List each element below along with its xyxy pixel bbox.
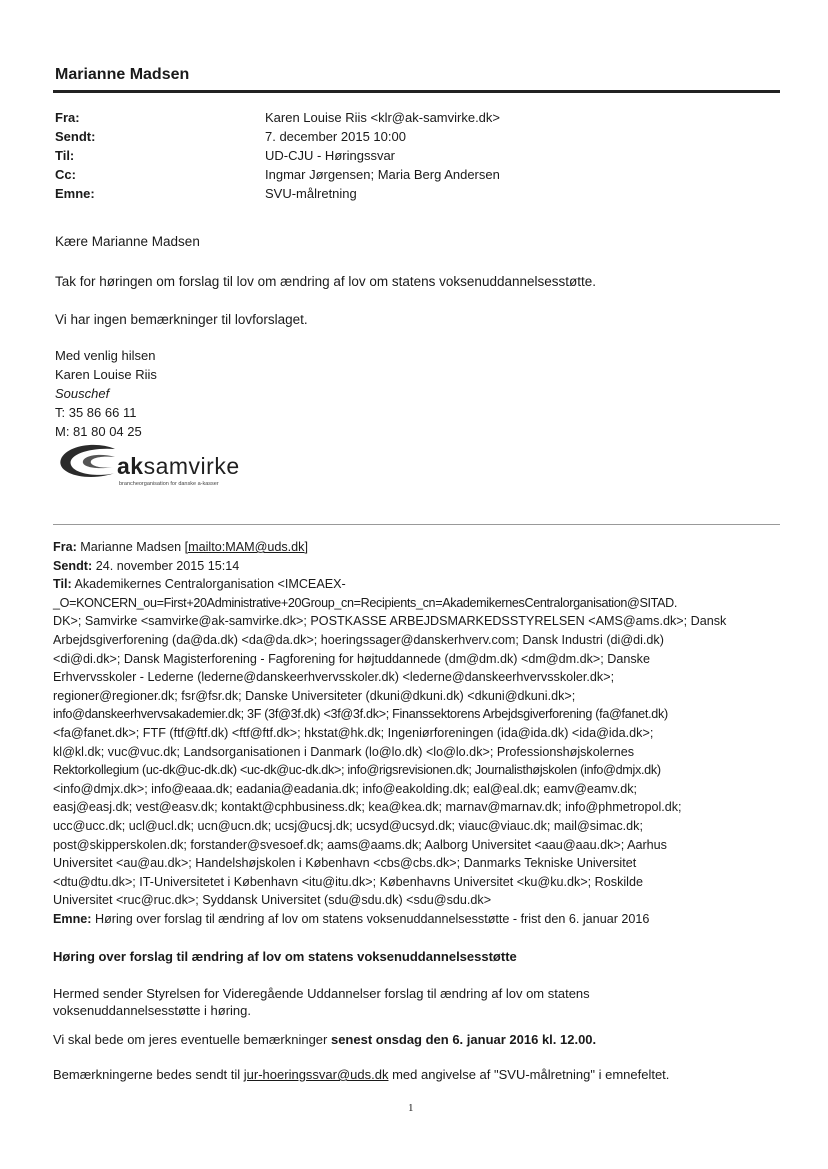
- reply-paragraph: Vi har ingen bemærkninger til lovforslaget.: [55, 312, 308, 327]
- reply-greeting: Kære Marianne Madsen: [55, 234, 200, 249]
- header-rule: [53, 90, 780, 93]
- fwd-subject-value: Høring over forslag til ændring af lov om statens voksenuddannelsesstøtte - frist den 6. januar 2016: [95, 911, 650, 926]
- fwd-recipient-line: <info@dmjx.dk>; info@eaaa.dk; eadania@eadania.dk; info@eakolding.dk; eal@eal.dk; eamv@eamv.dk;: [53, 781, 638, 796]
- signature-mobile: M: 81 80 04 25: [55, 424, 142, 439]
- fwd-from-label: Fra:: [53, 540, 77, 554]
- fwd-subject-line: [53, 910, 783, 929]
- letter-line: voksenuddannelsesstøtte i høring.: [53, 1003, 251, 1018]
- fwd-recipient-line: info@danskeerhvervsakademier.dk; 3F (3f@3f.dk) <3f@3f.dk>; Finanssektorens Arbejdsgiverforening (fa@fanet.dk): [53, 707, 668, 722]
- logo-wordmark-bold: ak: [117, 453, 144, 479]
- header-value: UD-CJU - Høringssvar: [265, 148, 395, 163]
- letter-submit-paragraph: [53, 1066, 669, 1083]
- signature-phone: T: 35 86 66 11: [55, 405, 137, 420]
- fwd-from-line: [53, 538, 783, 557]
- submit-text: Bemærkningerne bedes sendt til: [53, 1067, 244, 1082]
- header-value: SVU-målretning: [265, 186, 357, 201]
- header-value: Ingmar Jørgensen; Maria Berg Andersen: [265, 167, 500, 182]
- fwd-recipient-line: <dtu@dtu.dk>; IT-Universitetet i København <itu@itu.dk>; Københavns Universitet <ku@ku.dk>; Roskilde: [53, 874, 643, 889]
- fwd-sent-label: Sendt:: [53, 558, 93, 573]
- signature-name: Karen Louise Riis: [55, 367, 157, 382]
- fwd-recipient-line: Erhvervsskoler - Lederne (lederne@danskeerhvervsskoler.dk) <lederne@danskeerhvervsskoler.dk>;: [53, 670, 615, 685]
- fwd-recipient-line: Universitet <au@au.dk>; Handelshøjskolen i København <cbs@cbs.dk>; Danmarks Tekniske Universitet: [53, 856, 637, 871]
- fwd-recipient-line: easj@easj.dk; vest@easv.dk; kontakt@cphbusiness.dk; kea@kea.dk; marnav@marnav.dk; info@phmetropol.dk;: [53, 800, 682, 815]
- fwd-to-label: Til:: [53, 577, 72, 592]
- header-value: 7. december 2015 10:00: [265, 129, 406, 144]
- letter-line: Hermed sender Styrelsen for Videregående Uddannelser forslag til ændring af lov om statens: [53, 986, 590, 1001]
- forwarded-header: [53, 538, 783, 928]
- logo-wordmark-rest: samvirke: [143, 453, 240, 479]
- logo-tagline: brancheorganisation for danske a-kasser: [119, 481, 219, 487]
- submit-text-end: med angivelse af "SVU-målretning" i emnefeltet.: [388, 1067, 670, 1082]
- fwd-recipient-line: kl@kl.dk; vuc@vuc.dk; Landsorganisationen i Danmark (lo@lo.dk) <lo@lo.dk>; Professionshøjskolernes: [53, 744, 635, 759]
- header-label: Emne:: [55, 186, 95, 201]
- header-label: Cc:: [55, 167, 76, 182]
- fwd-to-line: [53, 575, 783, 594]
- fwd-recipient-line: post@skipperskolen.dk; forstander@svesoef.dk; aams@aams.dk; Aalborg Universitet <aau@aau.dk>; Aarhus: [53, 837, 667, 852]
- letter-paragraph: [53, 985, 590, 1019]
- letter-heading: Høring over forslag til ændring af lov om statens voksenuddannelsesstøtte: [53, 949, 517, 964]
- fwd-recipient-line: regioner@regioner.dk; fsr@fsr.dk; Danske Universiteter (dkuni@dkuni.dk) <dkuni@dkuni.dk>;: [53, 688, 576, 703]
- fwd-recipient-line: Universitet <ruc@ruc.dk>; Syddansk Universitet (sdu@sdu.dk) <sdu@sdu.dk>: [53, 893, 492, 908]
- header-label: Fra:: [55, 110, 80, 125]
- fwd-mailto-link[interactable]: [mailto:MAM@uds.dk]: [184, 540, 308, 554]
- fwd-from-name: Marianne Madsen: [80, 540, 182, 554]
- header-label: Sendt:: [55, 129, 96, 144]
- deadline-date: senest onsdag den 6. januar 2016 kl. 12.00.: [330, 1032, 597, 1047]
- submit-email-link[interactable]: jur-hoeringssvar@uds.dk: [243, 1067, 389, 1082]
- fwd-sent-line: [53, 557, 783, 576]
- signature-title: Souschef: [55, 386, 110, 401]
- fwd-recipient-line: ucc@ucc.dk; ucl@ucl.dk; ucn@ucn.dk; ucsj@ucsj.dk; ucsyd@ucsyd.dk; viauc@viauc.dk; mail@simac.dk;: [53, 818, 643, 833]
- fwd-sent-value: 24. november 2015 15:14: [95, 558, 240, 573]
- mailbox-owner-name: Marianne Madsen: [55, 66, 190, 83]
- header-value: Karen Louise Riis <klr@ak-samvirke.dk>: [265, 110, 501, 125]
- logo-swoosh-icon: [57, 443, 119, 483]
- fwd-recipient-line: Arbejdsgiverforening (da@da.dk) <da@da.dk>; hoeringssager@danskerhverv.com; Dansk Industri (di@di.dk): [53, 632, 664, 647]
- reply-paragraph: Tak for høringen om forslag til lov om ændring af lov om statens voksenuddannelsesstøtte.: [55, 274, 597, 289]
- fwd-recipient-line: Rektorkollegium (uc-dk@uc-dk.dk) <uc-dk@uc-dk.dk>; info@rigsrevisionen.dk; Journalisthøjskolen (info@dmjx.dk): [53, 763, 661, 778]
- fwd-recipient-line: DK>; Samvirke <samvirke@ak-samvirke.dk>; POSTKASSE ARBEJDSMARKEDSSTYRELSEN <AMS@ams.dk>; Dansk: [53, 614, 727, 629]
- forward-separator: [53, 524, 780, 525]
- letter-deadline-paragraph: [53, 1031, 596, 1048]
- logo-wordmark: [117, 453, 240, 480]
- fwd-subject-label: Emne:: [53, 911, 92, 926]
- signature-closing: Med venlig hilsen: [55, 348, 156, 363]
- header-label: Til:: [55, 148, 75, 163]
- fwd-recipient-line: <di@di.dk>; Dansk Magisterforening - Fagforening for højtuddannede (dm@dm.dk) <dm@dm.dk>; Danske: [53, 651, 650, 666]
- deadline-text: Vi skal bede om jeres eventuelle bemærkninger: [53, 1032, 331, 1047]
- fwd-recipient-line: <fa@fanet.dk>; FTF (ftf@ftf.dk) <ftf@ftf.dk>; hkstat@hk.dk; Ingeniørforeningen (ida@ida.dk) <ida@ida.dk>;: [53, 725, 654, 740]
- page-number: 1: [408, 1102, 414, 1114]
- fwd-recipient-line: _O=KONCERN_ou=First+20Administrative+20Group_cn=Recipients_cn=AkademikernesCentralorganisation@SITAD.: [53, 595, 678, 610]
- fwd-recipient-text: Akademikernes Centralorganisation <IMCEAEX-: [74, 577, 346, 592]
- ak-samvirke-logo: [57, 443, 267, 491]
- signature-block: [55, 346, 157, 441]
